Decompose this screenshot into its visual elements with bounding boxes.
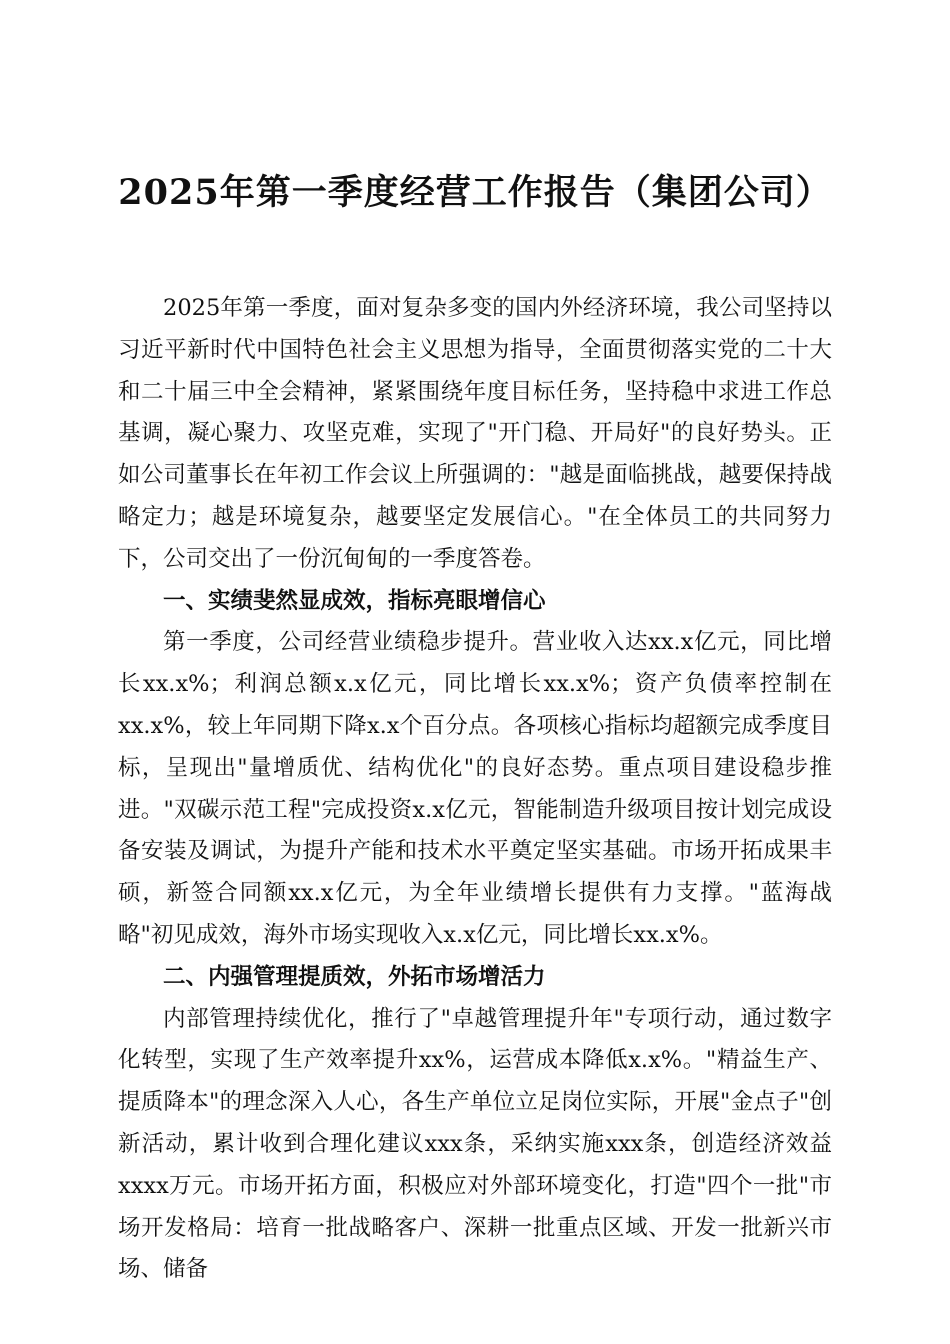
section-heading-1: 一、实绩斐然显成效，指标亮眼增信心: [163, 587, 546, 614]
document-body: [118, 288, 832, 1291]
intro-paragraph: 2025年第一季度，面对复杂多变的国内外经济环境，我公司坚持以习近平新时代中国特色社会主义思想为指导，全面贯彻落实党的二十大和二十届三中全会精神，紧紧围绕年度目标任务，坚持稳中求进工作总基调，凝心聚力、攻坚克难，实现了"开门稳、开局好"的良好势头。正如公司董事长在年初工作会议上所强调的："越是面临挑战，越要保持战略定力；越是环境复杂，越要坚定发展信心。"在全体员工的共同努力下，公司交出了一份沉甸甸的一季度答卷。: [118, 295, 832, 572]
section-paragraph-1: 第一季度，公司经营业绩稳步提升。营业收入达xx.x亿元，同比增长xx.x%；利润总额x.x亿元，同比增长xx.x%；资产负债率控制在xx.x%，较上年同期下降x.x个百分点。各项核心指标均超额完成季度目标，呈现出"量增质优、结构优化"的良好态势。重点项目建设稳步推进。"双碳示范工程"完成投资x.x亿元，智能制造升级项目按计划完成设备安装及调试，为提升产能和技术水平奠定坚实基础。市场开拓成果丰硕，新签合同额xx.x亿元，为全年业绩增长提供有力支撑。"蓝海战略"初见成效，海外市场实现收入x.x亿元，同比增长xx.x%。: [118, 629, 832, 948]
document-title: 2025年第一季度经营工作报告（集团公司）: [118, 172, 832, 213]
section-heading-2: 二、内强管理提质效，外拓市场增活力: [163, 963, 546, 990]
section-paragraph-2: 内部管理持续优化，推行了"卓越管理提升年"专项行动，通过数字化转型，实现了生产效率提升xx%，运营成本降低x.x%。"精益生产、提质降本"的理念深入人心，各生产单位立足岗位实际，开展"金点子"创新活动，累计收到合理化建议xxx条，采纳实施xxx条，创造经济效益xxxx万元。市场开拓方面，积极应对外部环境变化，打造"四个一批"市场开发格局：培育一批战略客户、深耕一批重点区域、开发一批新兴市场、储备: [118, 1005, 832, 1283]
